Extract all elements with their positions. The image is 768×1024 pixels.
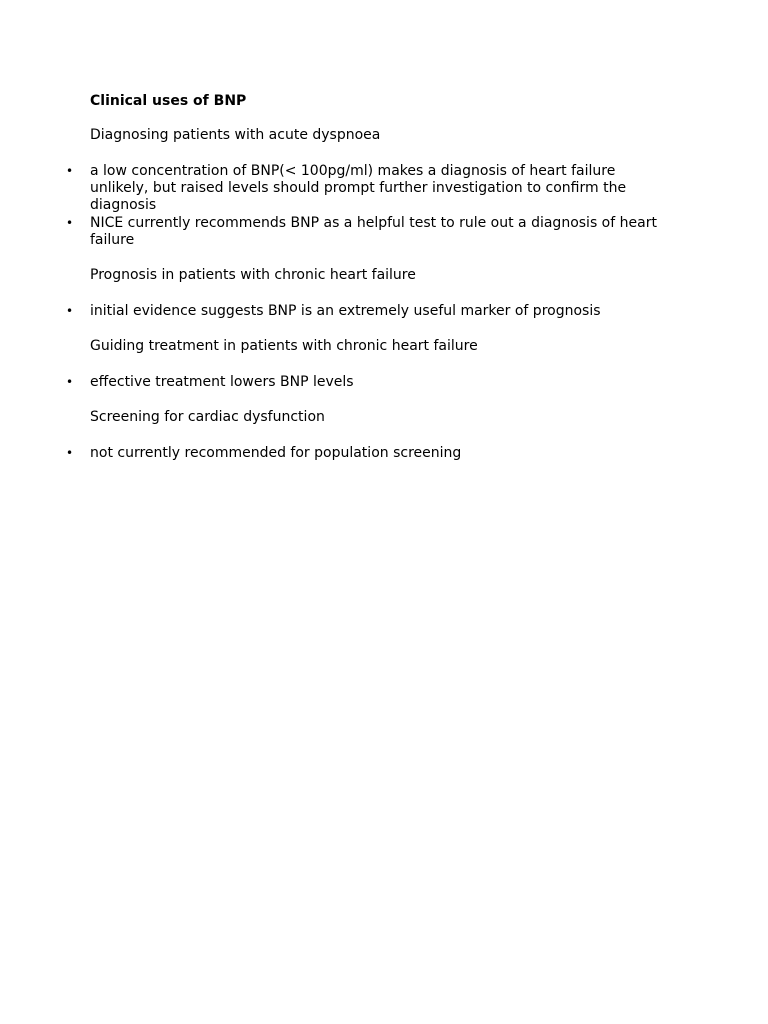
- bullet-dot-icon: •: [66, 216, 74, 230]
- section-heading-guiding-treatment: Guiding treatment in patients with chronic heart failure: [90, 338, 478, 354]
- bullet-line: NICE currently recommends BNP as a helpful test to rule out a diagnosis of heart: [90, 215, 657, 231]
- bullet-dot-icon: •: [66, 375, 74, 389]
- bullet-dot-icon: •: [66, 164, 74, 178]
- bullet-line: unlikely, but raised levels should prompt further investigation to confirm the: [90, 180, 627, 196]
- bullet-line: failure: [90, 232, 135, 248]
- bullet-dot-icon: •: [66, 446, 74, 460]
- bullet-line: not currently recommended for population screening: [90, 445, 462, 461]
- bullet-dot-icon: •: [66, 304, 74, 318]
- bullet-line: diagnosis: [90, 197, 157, 213]
- bullet-text: [90, 215, 690, 249]
- document-title: Clinical uses of BNP: [90, 93, 247, 109]
- bullet-line: initial evidence suggests BNP is an extremely useful marker of prognosis: [90, 303, 601, 319]
- bullet-text: [90, 445, 690, 462]
- bullet-line: a low concentration of BNP(< 100pg/ml) makes a diagnosis of heart failure: [90, 163, 616, 179]
- section-heading-prognosis: Prognosis in patients with chronic heart failure: [90, 267, 416, 283]
- bullet-text: [90, 374, 690, 391]
- bullet-text: [90, 303, 690, 320]
- bullet-line: effective treatment lowers BNP levels: [90, 374, 354, 390]
- section-heading-screening: Screening for cardiac dysfunction: [90, 409, 325, 425]
- bullet-text: [90, 163, 690, 214]
- section-heading-diagnosing: Diagnosing patients with acute dyspnoea: [90, 127, 381, 143]
